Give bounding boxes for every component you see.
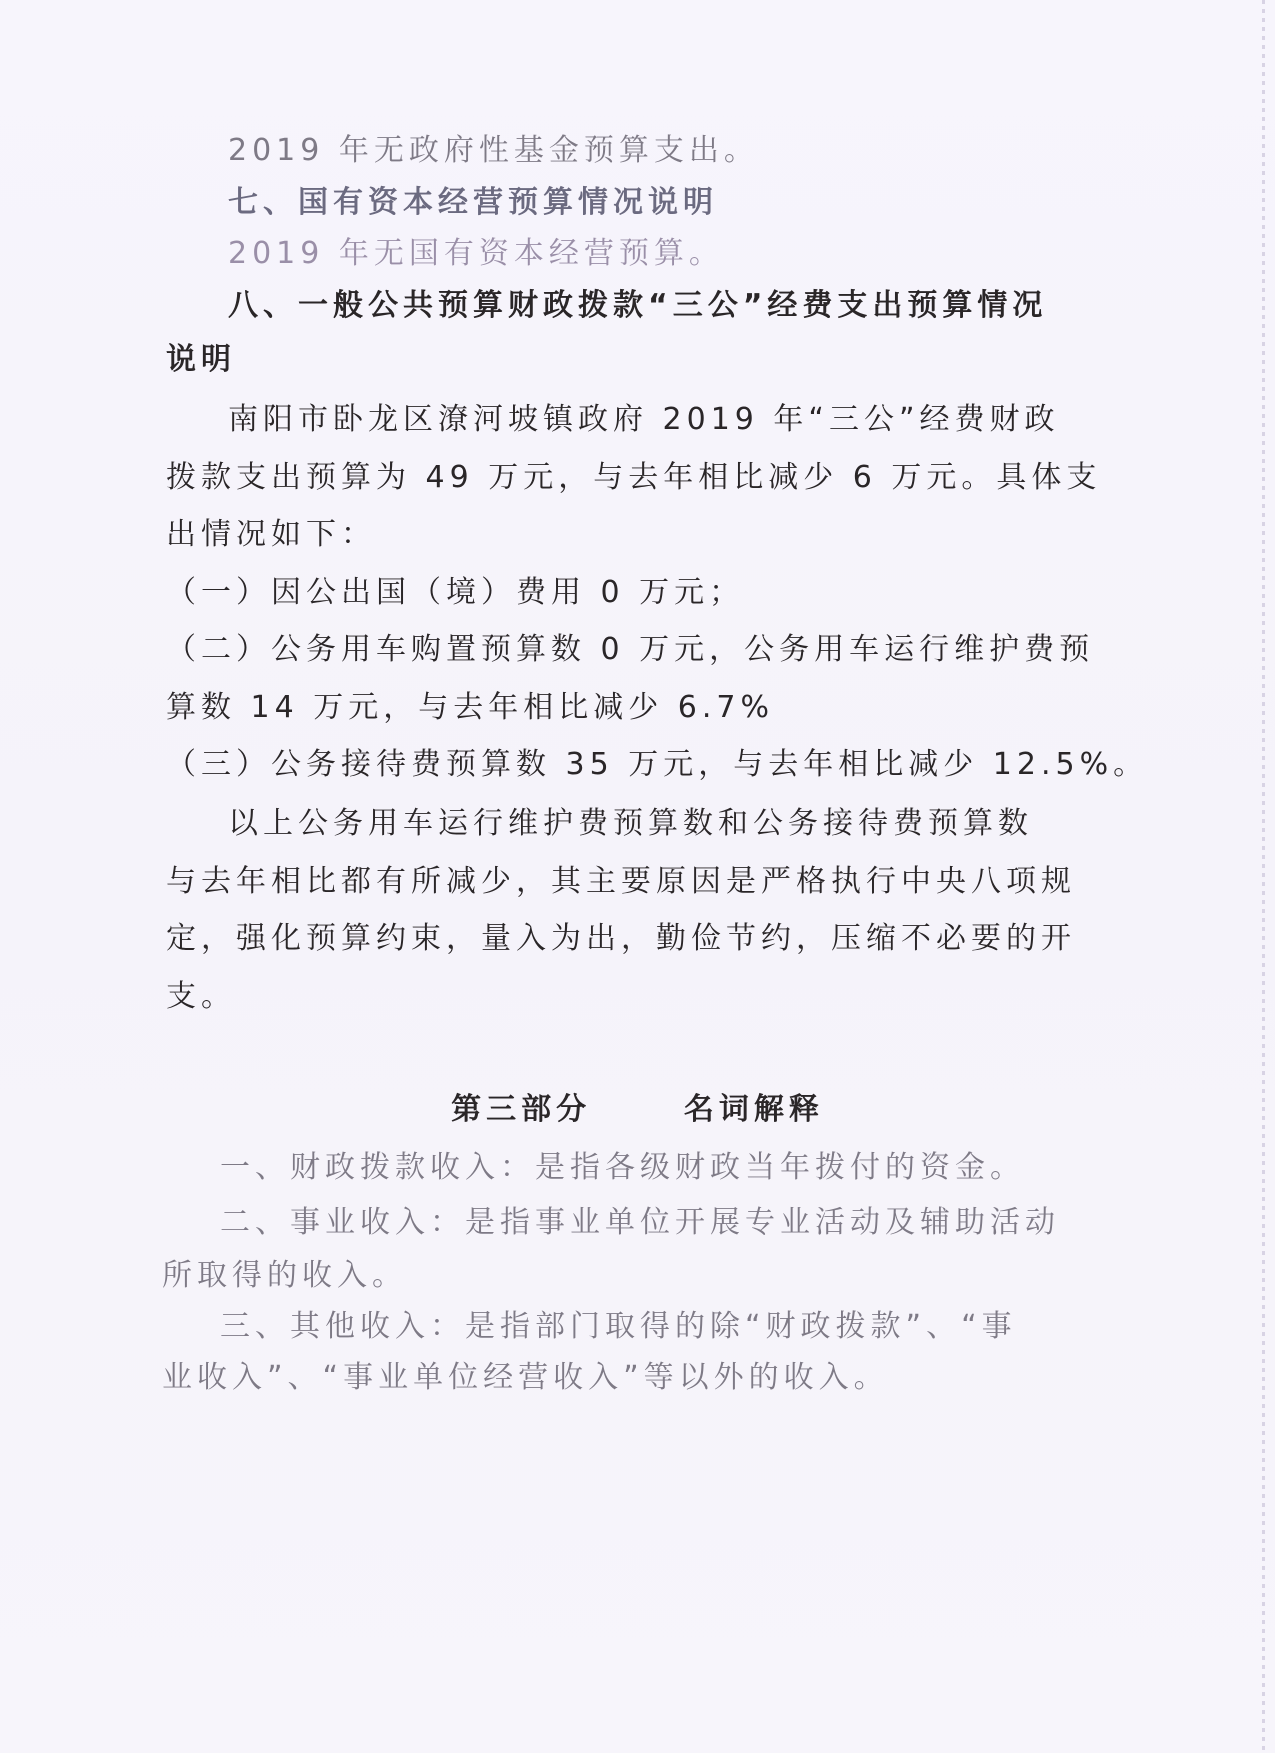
definition-item: 三、其他收入：是指部门取得的除“财政拨款”、“事	[220, 1309, 1017, 1344]
scan-edge	[1262, 0, 1265, 1753]
paragraph-line: 定，强化预算约束，量入为出，勤俭节约，压缩不必要的开	[166, 921, 1076, 956]
section-heading-8-cont: 说明	[166, 342, 236, 377]
paragraph-line: 与去年相比都有所减少，其主要原因是严格执行中央八项规	[166, 864, 1076, 899]
definition-item-cont: 业收入”、“事业单位经营收入”等以外的收入。	[162, 1360, 889, 1395]
definition-item-cont: 所取得的收入。	[162, 1258, 407, 1293]
list-item-cont: 算数 14 万元，与去年相比减少 6.7%	[166, 690, 774, 725]
paragraph-line: 拨款支出预算为 49 万元，与去年相比减少 6 万元。具体支	[166, 460, 1102, 495]
paragraph-line: 南阳市卧龙区潦河坡镇政府 2019 年“三公”经费财政	[228, 402, 1060, 437]
part-three-title: 第三部分 名词解释	[451, 1092, 824, 1127]
list-item: （一）因公出国（境）费用 0 万元；	[166, 575, 745, 610]
paragraph-line: 2019 年无国有资本经营预算。	[228, 236, 724, 271]
definition-item: 二、事业收入：是指事业单位开展专业活动及辅助活动	[220, 1205, 1060, 1240]
list-item: （二）公务用车购置预算数 0 万元，公务用车运行维护费预	[166, 632, 1095, 667]
list-item: （三）公务接待费预算数 35 万元，与去年相比减少 12.5%。	[166, 747, 1149, 782]
paragraph-line: 出情况如下：	[166, 517, 376, 552]
section-heading-8: 八、一般公共预算财政拨款“三公”经费支出预算情况	[228, 288, 1048, 323]
definition-item: 一、财政拨款收入：是指各级财政当年拨付的资金。	[220, 1150, 1025, 1185]
paragraph-line: 支。	[166, 979, 236, 1014]
section-heading-7: 七、国有资本经营预算情况说明	[228, 185, 718, 220]
paragraph-line: 以上公务用车运行维护费预算数和公务接待费预算数	[228, 806, 1033, 841]
paragraph-line: 2019 年无政府性基金预算支出。	[228, 133, 759, 168]
